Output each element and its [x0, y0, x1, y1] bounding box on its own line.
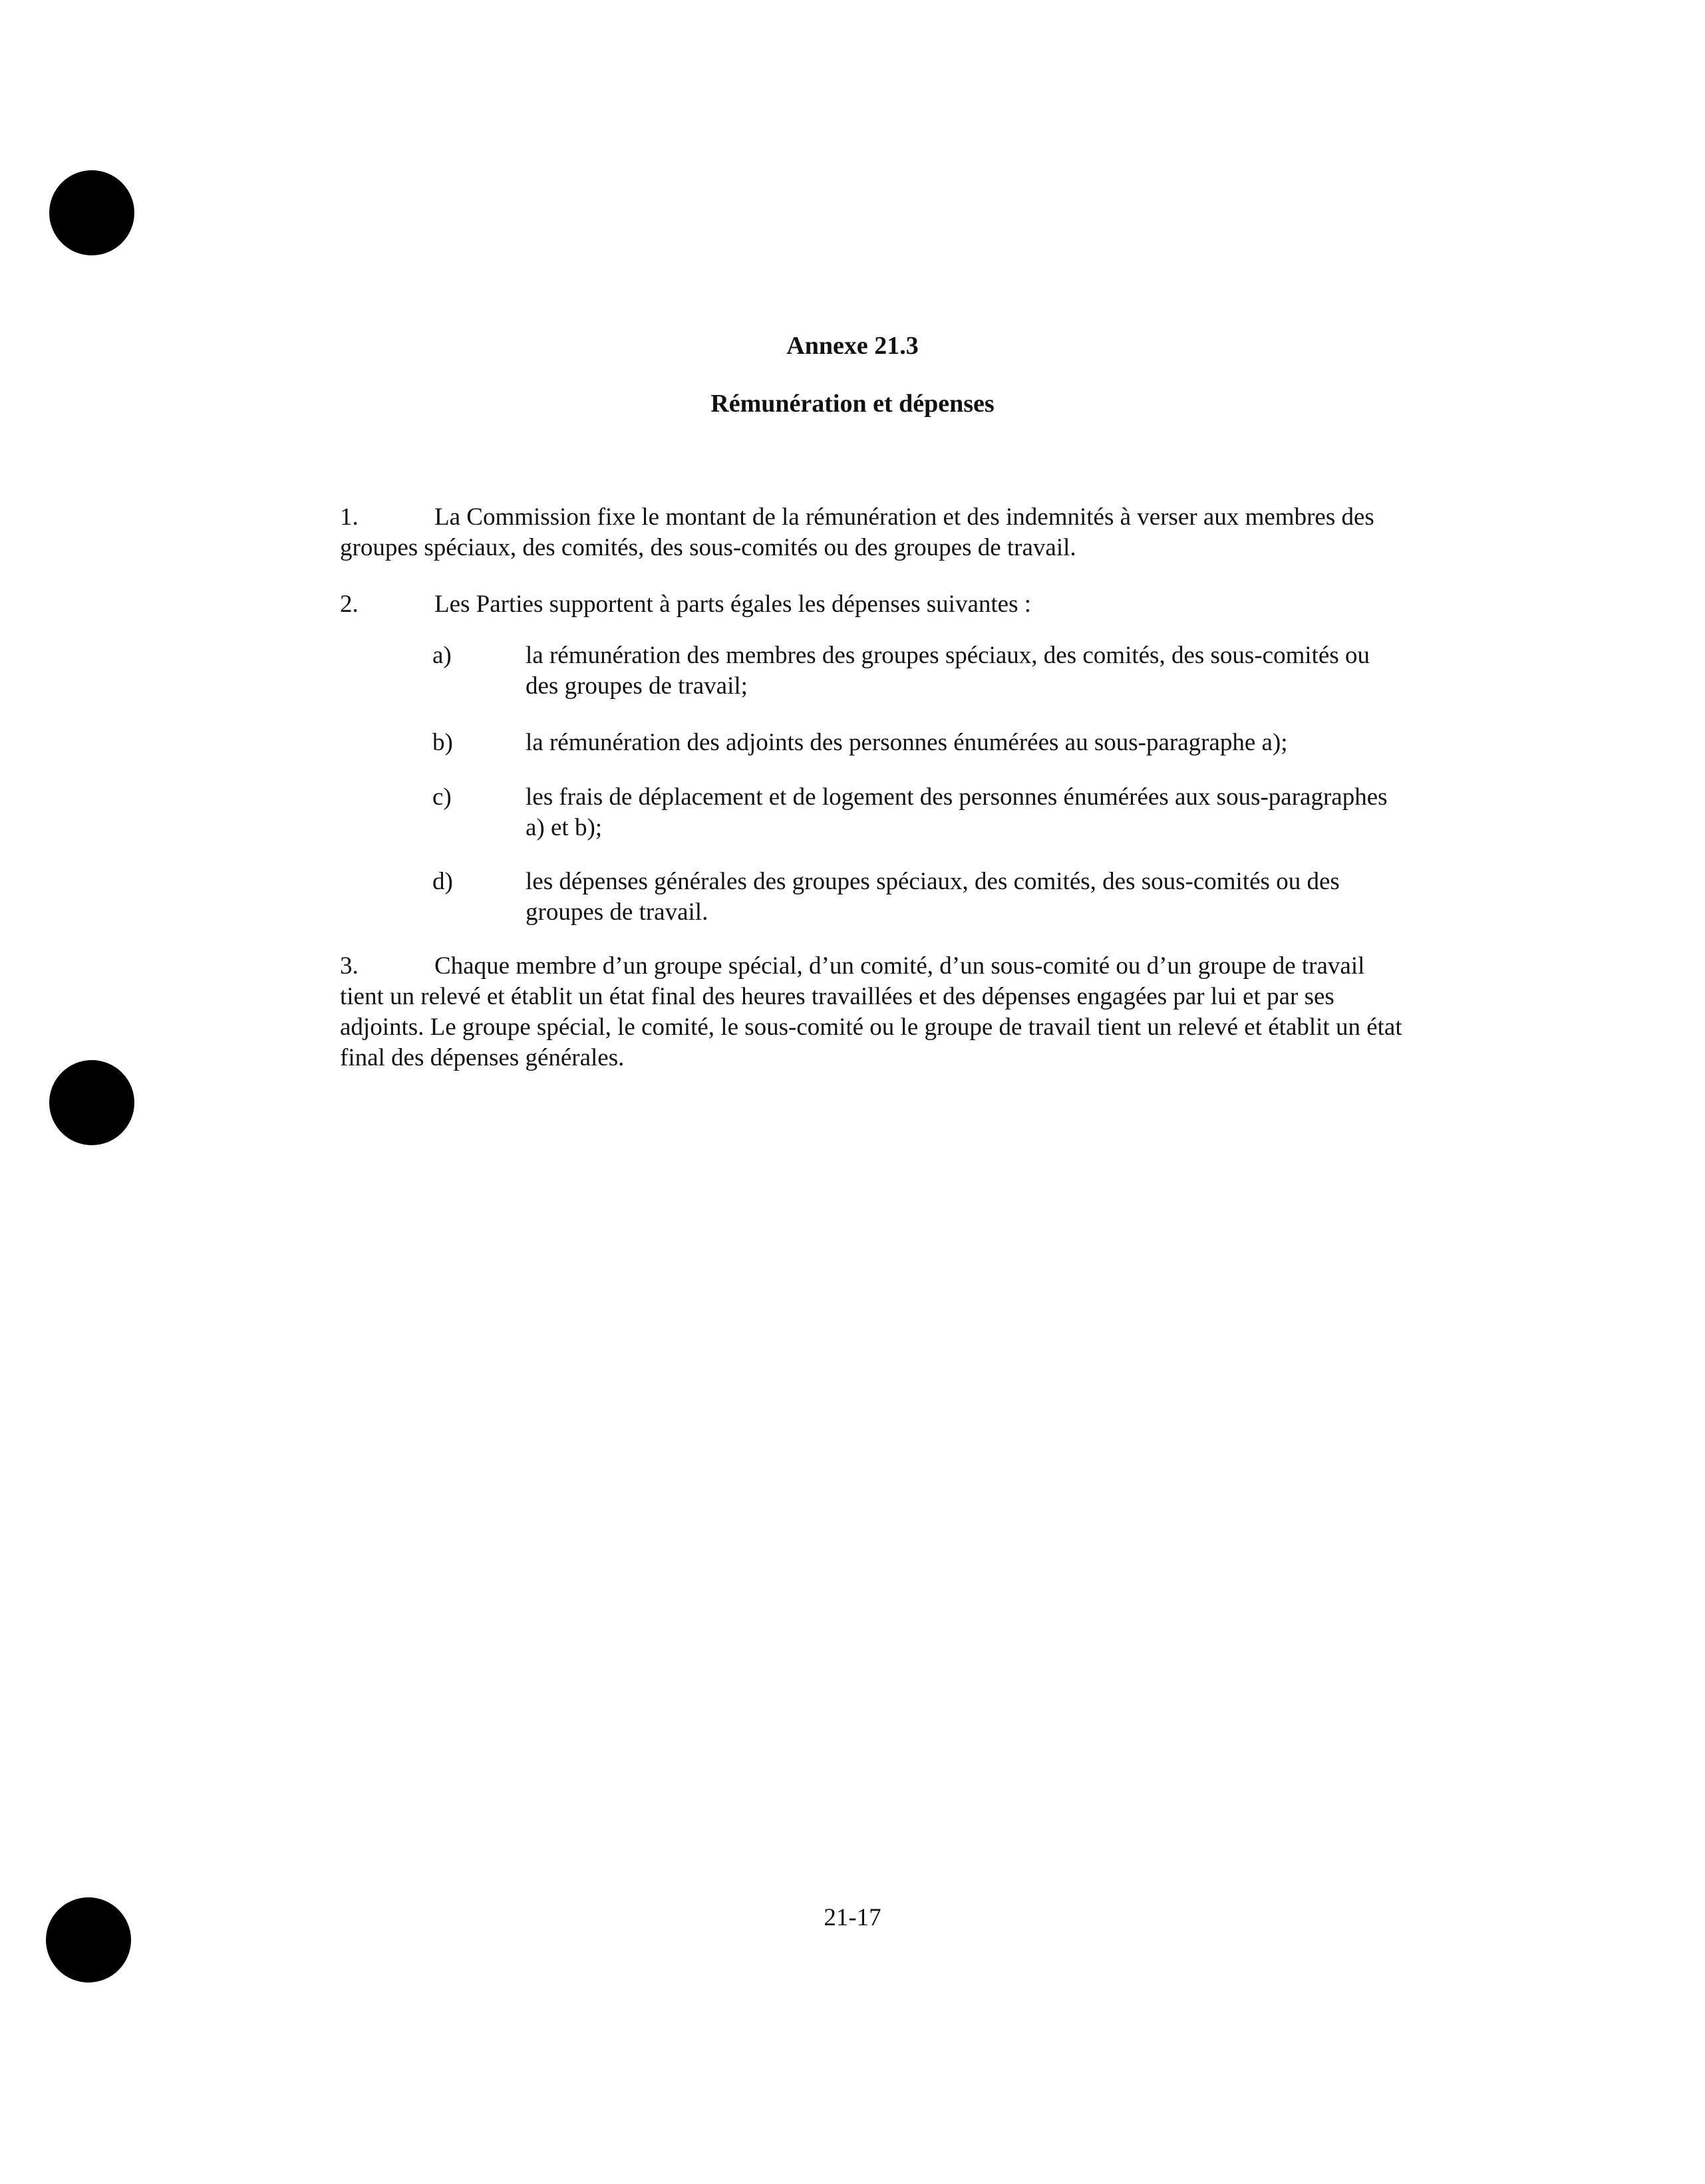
list-item-letter: c) [432, 783, 452, 811]
annex-title: Rémunération et dépenses [710, 390, 995, 418]
punch-hole-middle [49, 1060, 134, 1145]
list-item-letter: a) [432, 642, 452, 669]
page-number: 21-17 [824, 1904, 881, 1931]
paragraph-text: La Commission fixe le montant de la rémunération et des indemnités à verser aux membres des groupes spéciaux, des comités, des sous-comités ou des groupes de travail. [340, 503, 1374, 561]
paragraph-number: 2. [340, 591, 359, 618]
list-item-text: la rémunération des membres des groupes spéciaux, des comités, des sous-comités ou des groupes de travail; [526, 642, 1370, 700]
list-item-text: les dépenses générales des groupes spéciaux, des comités, des sous-comités ou des groupes de travail. [526, 868, 1340, 926]
list-item-a [432, 640, 1397, 702]
list-item-text: les frais de déplacement et de logement des personnes énumérées aux sous-paragraphes a) et b); [526, 783, 1388, 841]
paragraph-number: 3. [340, 952, 359, 980]
annex-number: Annexe 21.3 [786, 332, 919, 360]
punch-hole-top [49, 170, 134, 255]
paragraph-number: 1. [340, 503, 359, 531]
list-item-b [432, 728, 1397, 758]
list-item-letter: d) [432, 868, 453, 895]
list-item-text: la rémunération des adjoints des personnes énumérées au sous-paragraphe a); [526, 729, 1288, 756]
list-item-letter: b) [432, 729, 453, 756]
paragraph-1 [340, 502, 1404, 563]
paragraph-2 [340, 589, 1404, 620]
list-item-d [432, 867, 1397, 928]
paragraph-3 [340, 951, 1404, 1073]
list-item-c [432, 782, 1397, 843]
paragraph-text: Les Parties supportent à parts égales les dépenses suivantes : [434, 591, 1032, 618]
paragraph-text: Chaque membre d’un groupe spécial, d’un comité, d’un sous-comité ou d’un groupe de travail tient un relevé et établit un état final des heures travaillées et des dépenses engagées par lui et par ses adjoints. Le groupe spécial, le comité, le sous-comité ou le groupe de travail tient un relevé et établit un état final des dépenses générales. [340, 952, 1402, 1071]
